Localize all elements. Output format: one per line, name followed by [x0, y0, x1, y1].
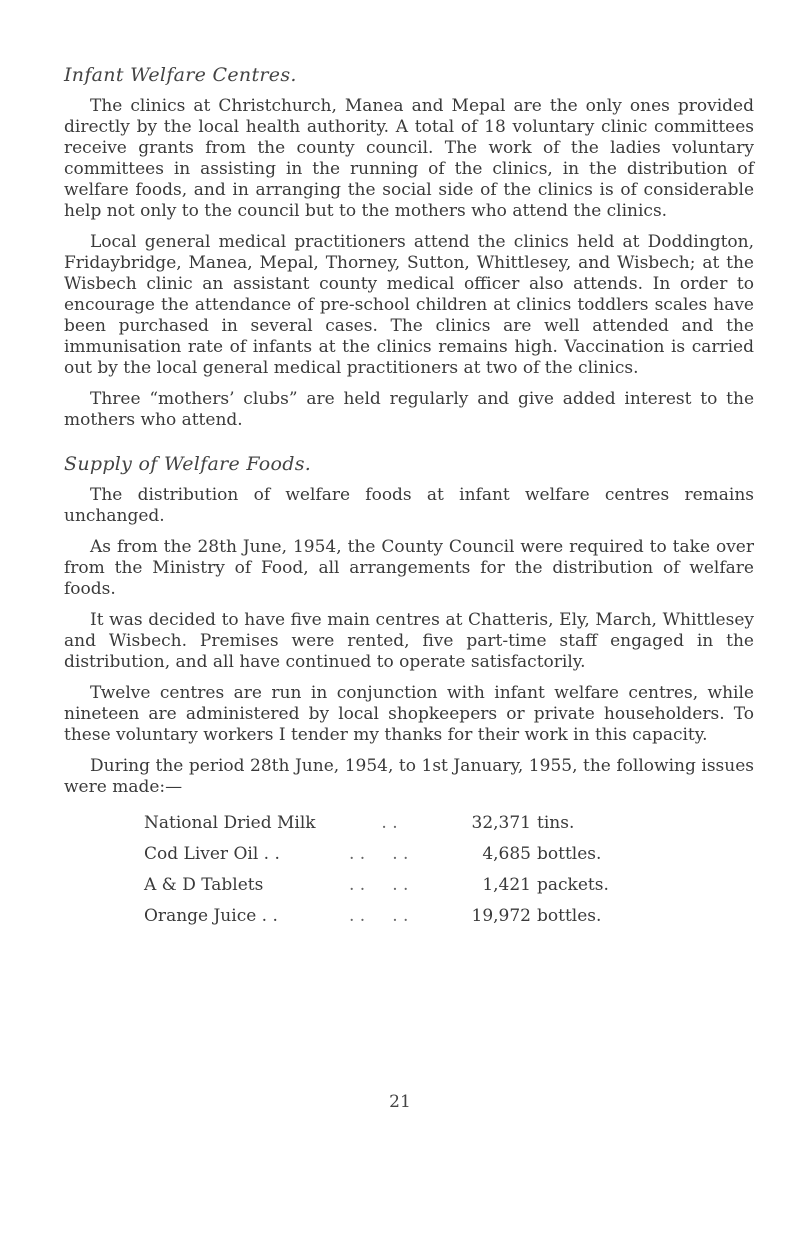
item-unit: bottles. [537, 844, 602, 864]
item-name: A & D Tablets [144, 875, 264, 895]
paragraph: Three “mothers’ clubs” are held regularly and give added interest to the mothers who attend. [64, 389, 754, 430]
table-row [144, 808, 754, 839]
table-row [144, 870, 754, 901]
item-quantity: 1,421 [482, 875, 531, 895]
paragraph: It was decided to have five main centres at Chatteris, Ely, March, Whittlesey and Wisbech. Premises were rented, five part-time staff engaged in the distribution, and all have continued to operate satisfactorily. [64, 610, 754, 672]
paragraph: Twelve centres are run in conjunction with infant welfare centres, while nineteen are administered by local shopkeepers or private householders. To these voluntary workers I tender my thanks for their work in this capacity. [64, 683, 754, 745]
paragraph: The distribution of welfare foods at infant welfare centres remains unchanged. [64, 485, 754, 526]
leader-dots: . . . . [349, 906, 409, 926]
paragraph: During the period 28th June, 1954, to 1st January, 1955, the following issues were made:— [64, 756, 754, 797]
table-row [144, 839, 754, 870]
item-name: Cod Liver Oil . . [144, 844, 280, 864]
paragraph: The clinics at Christchurch, Manea and Mepal are the only ones provided directly by the local health authority. A total of 18 voluntary clinic committees receive grants from the county council. The work of the ladies voluntary committees in assisting in the running of the clinics, in the distribution of welfare foods, and in arranging the social side of the clinics is of considerable help not only to the council but to the mothers who attend the clinics. [64, 96, 754, 221]
item-unit: packets. [537, 875, 609, 895]
page-number: 21 [389, 1092, 411, 1112]
section-heading-welfare-foods: Supply of Welfare Foods. [64, 453, 312, 475]
section-heading-infant-welfare: Infant Welfare Centres. [64, 64, 297, 86]
issues-table [144, 808, 754, 932]
leader-dots: . . [349, 813, 398, 833]
item-quantity: 32,371 [471, 813, 531, 833]
item-quantity: 19,972 [471, 906, 531, 926]
leader-dots: . . . . [349, 844, 409, 864]
item-name: National Dried Milk [144, 813, 316, 833]
leader-dots: . . . . [349, 875, 409, 895]
item-unit: bottles. [537, 906, 602, 926]
item-name: Orange Juice . . [144, 906, 278, 926]
table-row [144, 901, 754, 932]
paragraph: Local general medical practitioners attend the clinics held at Doddington, Fridaybridge, Manea, Mepal, Thorney, Sutton, Whittlesey, and Wisbech; at the Wisbech clinic an assistant county medical officer also attends. In order to encourage the attendance of pre-school children at clinics toddlers scales have been purchased in several cases. The clinics are well attended and the immunisation rate of infants at the clinics remains high. Vaccination is carried out by the local general medical practitioners at two of the clinics. [64, 232, 754, 378]
item-unit: tins. [537, 813, 575, 833]
document-page [64, 64, 754, 932]
item-quantity: 4,685 [482, 844, 531, 864]
paragraph: As from the 28th June, 1954, the County Council were required to take over from the Ministry of Food, all arrangements for the distribution of welfare foods. [64, 537, 754, 599]
